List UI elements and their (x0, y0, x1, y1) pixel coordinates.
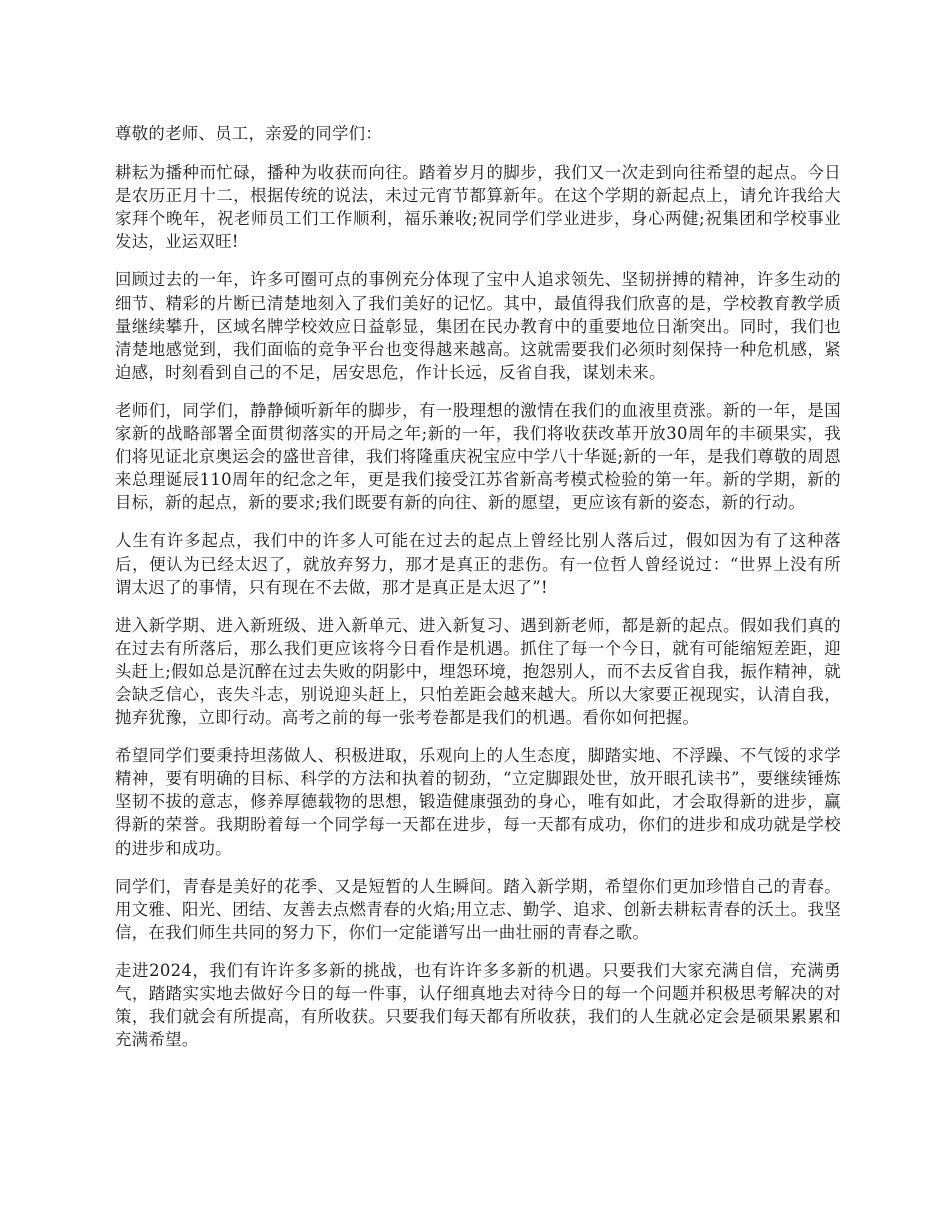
paragraph-7: 同学们，青春是美好的花季、又是短暂的人生瞬间。踏入新学期，希望你们更加珍惜自己的青春。用文雅、阳光、团结、友善去点燃青春的火焰;用立志、勤学、追求、创新去耕耘青春的沃土。我坚信，在我们师生共同的努力下，你们一定能谱写出一曲壮丽的青春之歌。 (115, 876, 841, 942)
paragraph-2: 回顾过去的一年，许多可圈可点的事例充分体现了宝中人追求领先、坚韧拼搏的精神，许多生动的细节、精彩的片断已清楚地刻入了我们美好的记忆。其中，最值得我们欣喜的是，学校教育教学质量继续攀升，区域名牌学校效应日益彰显，集团在民办教育中的重要地位日渐突出。同时，我们也清楚地感觉到，我们面临的竞争平台也变得越来越高。这就需要我们必须时刻保持一种危机感，紧迫感，时刻看到自己的不足，居安思危，作计长远，反省自我，谋划未来。 (115, 270, 841, 382)
paragraph-3: 老师们，同学们，静静倾听新年的脚步，有一股理想的激情在我们的血液里贲涨。新的一年，是国家新的战略部署全面贯彻落实的开局之年;新的一年，我们将收获改革开放30周年的丰硕果实，我们将见证北京奥运会的盛世音律，我们将隆重庆祝宝应中学八十华诞;新的一年，是我们尊敬的周恩来总理诞辰110周年的纪念之年，更是我们接受江苏省新高考模式检验的第一年。新的学期，新的目标，新的起点，新的要求;我们既要有新的向往、新的愿望，更应该有新的姿态，新的行动。 (115, 400, 841, 513)
paragraph-6: 希望同学们要秉持坦荡做人、积极进取，乐观向上的人生态度，脚踏实地、不浮躁、不气馁的求学精神，要有明确的目标、科学的方法和执着的韧劲，“立定脚跟处世，放开眼孔读书”，要继续锤炼坚韧不拔的意志，修养厚德载物的思想，锻造健康强劲的身心，唯有如此，才会取得新的进步，赢得新的荣誉。我期盼着每一个同学每一天都在进步，每一天都有成功，你们的进步和成功就是学校的进步和成功。 (115, 746, 841, 858)
paragraph-8: 走进2024，我们有许许多多新的挑战，也有许许多多新的机遇。只要我们大家充满自信，充满勇气，踏踏实实地去做好今日的每一件事，认仔细真地去对待今日的每一个问题并积极思考解决的对策，我们就会有所提高，有所收获。只要我们每天都有所收获，我们的人生就必定会是硕果累累和充满希望。 (115, 960, 841, 1050)
paragraph-1: 耕耘为播种而忙碌，播种为收获而向往。踏着岁月的脚步，我们又一次走到向往希望的起点。今日是农历正月十二，根据传统的说法，未过元宵节都算新年。在这个学期的新起点上，请允许我给大家拜个晚年，祝老师员工们工作顺利，福乐兼收;祝同学们学业进步，身心两健;祝集团和学校事业发达，业运双旺! (115, 163, 841, 252)
greeting-line: 尊敬的老师、员工，亲爱的同学们： (115, 124, 383, 143)
paragraph-4: 人生有许多起点，我们中的许多人可能在过去的起点上曾经比别人落后过，假如因为有了这种落后，便认为已经太迟了，就放弃努力，那才是真正的悲伤。有一位哲人曾经说过：“世界上没有所谓太迟了的事情，只有现在不去做，那才是真正是太迟了”! (115, 531, 841, 597)
paragraph-5: 进入新学期、进入新班级、进入新单元、进入新复习、遇到新老师，都是新的起点。假如我们真的在过去有所落后，那么我们更应该将今日看作是机遇。抓住了每一个今日，就有可能缩短差距，迎头赶上;假如总是沉醉在过去失败的阴影中，埋怨环境，抱怨别人，而不去反省自我，振作精神，就会缺乏信心，丧失斗志，别说迎头赶上，只怕差距会越来越大。所以大家要正视现实，认清自我，抛弃犹豫，立即行动。高考之前的每一张考卷都是我们的机遇。看你如何把握。 (115, 615, 841, 728)
speech-document (115, 122, 841, 1066)
